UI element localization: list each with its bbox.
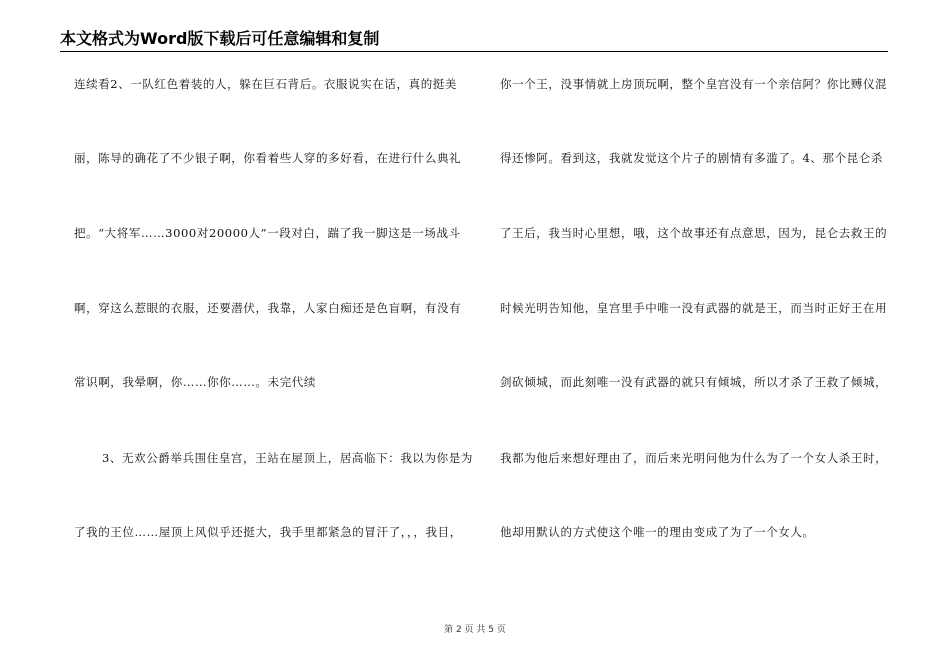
right-text-line: 得还惨阿。看到这，我就发觉这个片子的剧情有多滥了。4、那个昆仑杀 [500, 151, 884, 165]
right-text-line: 你一个王，没事情就上房顶玩啊，整个皇宫没有一个亲信阿？你比赙仪混 [500, 77, 888, 91]
header-divider [60, 51, 888, 52]
right-text-line: 我都为他后来想好理由了，而后来光明问他为什么为了一个女人杀王时， [500, 451, 888, 465]
left-text-line: 把。“大将军……3000对20000人”一段对白，踹了我一脚这是一场战斗 [74, 226, 461, 240]
right-text-line: 了王后，我当时心里想，哦，这个故事还有点意思，因为，昆仑去救王的 [500, 226, 888, 240]
left-text-line: 3、无欢公爵举兵围住皇宫，王站在屋顶上，居高临下：我以为你是为 [102, 451, 473, 465]
left-text-line: 了我的王位……屋顶上风似乎还挺大，我手里都紧急的冒汗了，，，我目， [74, 525, 462, 539]
page-number-footer: 第 2 页 共 5 页 [444, 625, 506, 635]
left-text-line: 常识啊，我晕啊，你……你你……。未完代续 [74, 375, 316, 389]
left-text-line: 丽，陈导的确花了不少银子啊，你看着些人穿的多好看，在进行什么典礼 [74, 151, 462, 165]
right-text-line: 他却用默认的方式使这个唯一的理由变成了为了一个女人。 [500, 525, 815, 539]
right-text-line: 时候光明告知他，皇宫里手中唯一没有武器的就是王，而当时正好王在用 [500, 301, 888, 315]
left-text-line: 连续看2、一队红色着装的人，躲在巨石背后。衣服说实在话，真的挺美 [74, 77, 458, 91]
left-text-line: 啊，穿这么惹眼的衣服，还要潜伏，我靠，人家白痴还是色盲啊，有没有 [74, 301, 462, 315]
right-text-line: 剑砍倾城，而此刻唯一没有武器的就只有倾城，所以才杀了王救了倾城， [500, 375, 888, 389]
document-header-title: 本文格式为Word版下载后可任意编辑和复制 [60, 29, 380, 48]
